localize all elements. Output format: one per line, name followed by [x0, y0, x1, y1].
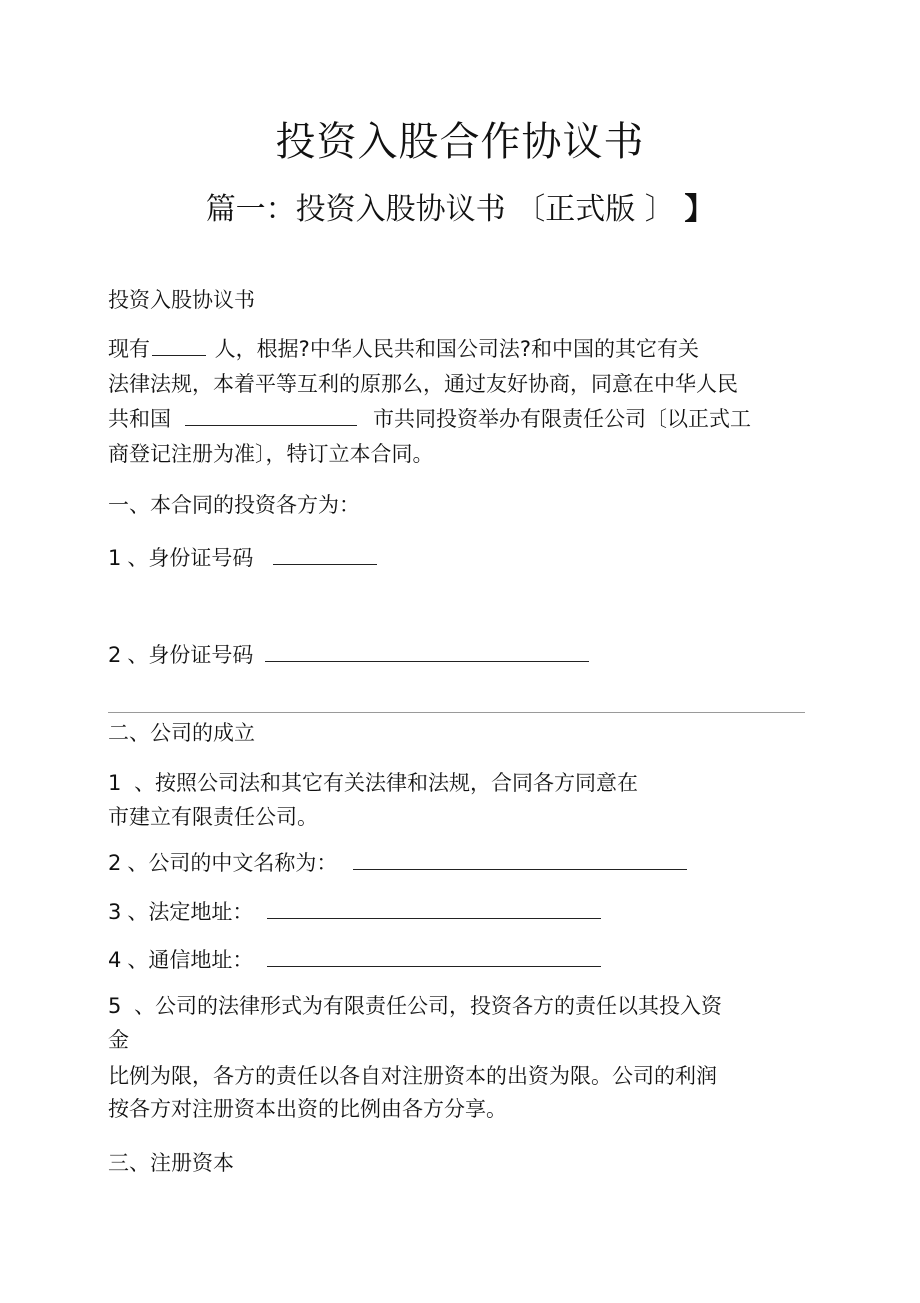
item-number: 5: [108, 994, 128, 1018]
intro-line-1: [108, 332, 699, 366]
section-2-item-5: [108, 989, 722, 1023]
subtitle-text: 篇一：投资入股协议书 〔正式版 〕: [205, 192, 675, 227]
section-2-item-4: [108, 943, 609, 977]
section-2-heading: 二、公司的成立: [108, 721, 255, 745]
item-text: 、法定地址：: [127, 900, 254, 924]
section-2-item-5-cont-3: 按各方对注册资本出资的比例由各方分享。: [108, 1097, 507, 1121]
section-2-item-5-cont-1: 金: [108, 1028, 129, 1052]
blank-legal-address-field: [267, 900, 601, 919]
section-1-item-1: [108, 541, 385, 575]
section-3-heading: 三、注册资本: [108, 1151, 234, 1175]
intro-text: 现有: [108, 337, 150, 361]
section-2-item-1: [108, 766, 638, 800]
intro-text: 市共同投资举办有限责任公司〔以正式工: [373, 407, 751, 431]
item-number: 4: [108, 948, 128, 972]
subtitle-bracket: 】: [684, 192, 715, 227]
section-1-heading: 一、本合同的投资各方为：: [108, 493, 360, 517]
blank-id-field: [265, 643, 589, 662]
document-title: 投资入股合作协议书: [275, 119, 645, 165]
item-text: 、按照公司法和其它有关法律和法规，合同各方同意在: [134, 771, 639, 795]
blank-mail-address-field: [267, 948, 601, 967]
agreement-heading: 投资入股协议书: [108, 288, 255, 312]
intro-line-2: 法律法规，本着平等互利的原那么，通过友好协商，同意在中华人民: [108, 372, 738, 396]
section-2-item-1-cont: 市建立有限责任公司。: [108, 805, 318, 829]
blank-city-field: [185, 407, 357, 426]
section-2-item-5-cont-2: 比例为限，各方的责任以各自对注册资本的出资为限。公司的利润: [108, 1064, 717, 1088]
blank-count-field: [152, 337, 206, 356]
item-number: 2: [108, 851, 128, 875]
section-2-item-2: [108, 846, 695, 880]
document-subtitle: [0, 186, 920, 234]
item-number: 1: [108, 771, 128, 795]
item-number: 1: [108, 546, 128, 570]
blank-id-field: [273, 546, 377, 565]
blank-company-name-field: [353, 851, 687, 870]
item-text: 、身份证号码: [127, 546, 254, 570]
item-text: 、通信地址：: [127, 948, 254, 972]
intro-line-3: [108, 402, 751, 436]
intro-text: 共和国: [108, 407, 171, 431]
intro-text: 人，根据?中华人民共和国公司法?和中国的其它有关: [208, 337, 699, 361]
item-text: 、公司的法律形式为有限责任公司，投资各方的责任以其投入资: [134, 994, 723, 1018]
item-text: 、公司的中文名称为：: [127, 851, 338, 875]
section-1-item-2: [108, 638, 597, 672]
item-text: 、身份证号码: [127, 643, 254, 667]
divider-line: [108, 712, 805, 713]
item-number: 3: [108, 900, 128, 924]
intro-line-4: 商登记注册为准〕，特订立本合同。: [108, 442, 434, 466]
section-2-item-3: [108, 895, 609, 929]
item-number: 2: [108, 643, 128, 667]
